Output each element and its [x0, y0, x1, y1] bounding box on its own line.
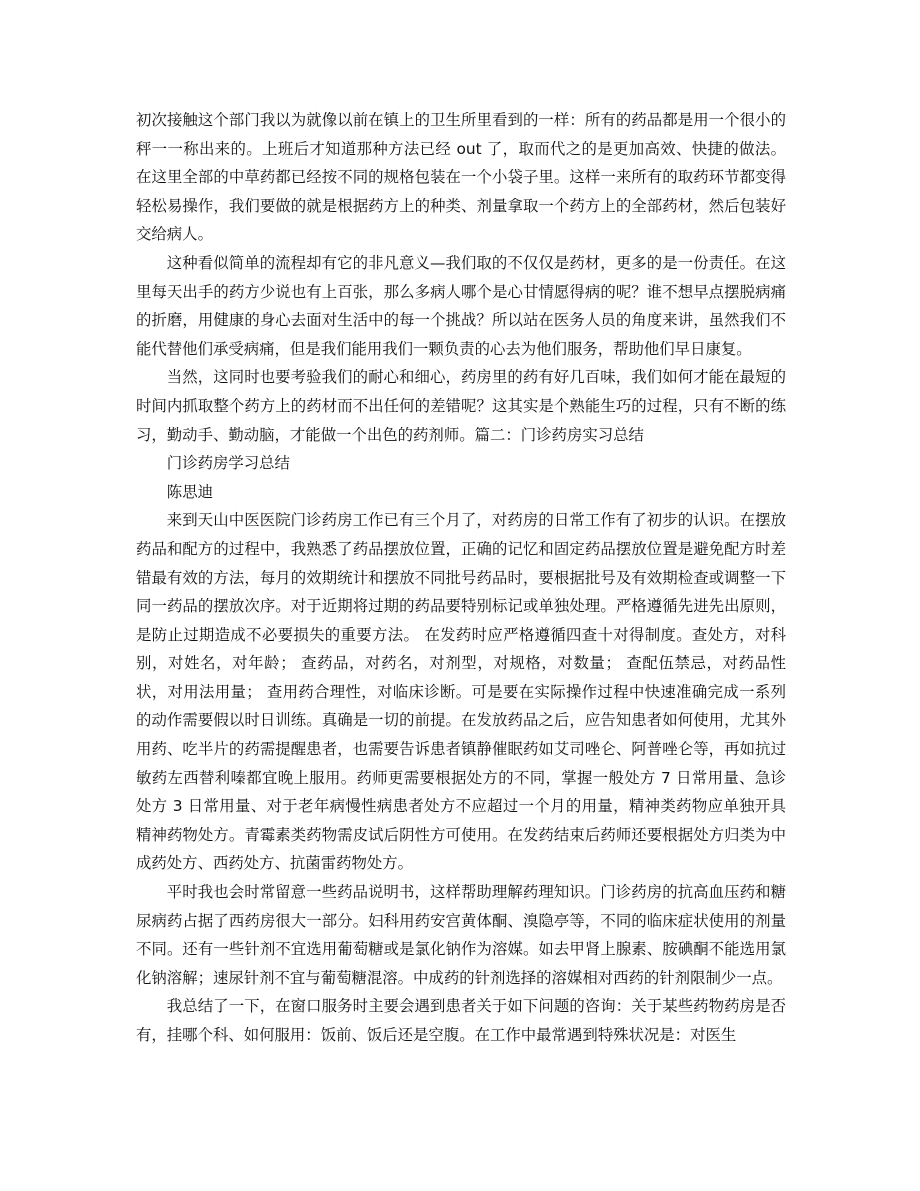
paragraph-2: 这种看似简单的流程却有它的非凡意义—我们取的不仅仅是药材，更多的是一份责任。在这里每天出手的药方少说也有上百张，那么多病人哪个是心甘情愿得病的呢？谁不想早点摆脱病痛的折磨，用健康的身心去面对生活中的每一个挑战？所以站在医务人员的角度来讲，虽然我们不能代替他们承受病痛，但是我们能用我们一颗负责的心去为他们服务，帮助他们早日康复。 — [136, 253, 786, 358]
section-title: 门诊药房学习总结 — [166, 454, 290, 473]
paragraph-6: 我总结了一下，在窗口服务时主要会遇到患者关于如下问题的咨询：关于某些药物药房是否有，挂哪个科、如何服用：饭前、饭后还是空腹。在工作中最常遇到特殊状况是：对医生 — [136, 997, 786, 1044]
paragraph-1: 初次接触这个部门我以为就像以前在镇上的卫生所里看到的一样：所有的药品都是用一个很小的秤一一称出来的。上班后才知道那种方法已经 out 了，取而代之的是更加高效、快捷的做法。在这里全部的中草药都已经按不同的规格包装在一个小袋子里。这样一来所有的取药环节都变得轻松易操作，我们要做的就是根据药方上的种类、剂量拿取一个药方上的全部药材，然后包装好交给病人。 — [136, 111, 786, 244]
document-page — [136, 106, 786, 1050]
paragraph-5: 平时我也会时常留意一些药品说明书，这样帮助理解药理知识。门诊药房的抗高血压药和糖尿病药占据了西药房很大一部分。妇科用药安宫黄体酮、溴隐亭等，不同的临床症状使用的剂量不同。还有一些针剂不宜选用葡萄糖或是氯化钠作为溶媒。如去甲肾上腺素、胺碘酮不能选用氯化钠溶解；速尿针剂不宜与葡萄糖混溶。中成药的针剂选择的溶媒相对西药的针剂限制少一点。 — [136, 883, 786, 987]
paragraph-4: 来到天山中医医院门诊药房工作已有三个月了，对药房的日常工作有了初步的认识。在摆放药品和配方的过程中，我熟悉了药品摆放位置，正确的记忆和固定药品摆放位置是避免配方时差错最有效的方法，每月的效期统计和摆放不同批号药品时，要根据批号及有效期检查或调整一下同一药品的摆放次序。对于近期将过期的药品要特别标记或单独处理。严格遵循先进先出原则，是防止过期造成不必要损失的重要方法。 在发药时应严格遵循四查十对得制度。查处方，对科别，对姓名，对年龄； 查药品，对药名，对剂型，对规格，对数量； 查配伍禁忌，对药品性状，对用法用量； 查用药合理性，对临床诊断。可是要在实际操作过程中快速准确完成一系列的动作需要假以时日训练。真确是一切的前提。在发放药品之后，应告知患者如何使用，尤其外用药、吃半片的药需提醒患者，也需要告诉患者镇静催眠药如艾司唑仑、阿普唑仑等，再如抗过敏药左西替利嗪都宜晚上服用。药师更需要根据处方的不同，掌握一般处方 7 日常用量、急诊处方 3 日常用量、对于老年病慢性病患者处方不应超过一个月的用量，精神类药物应单独开具精神药物处方。青霉素类药物需皮试后阴性方可使用。在发药结束后药师还要根据处方归类为中成药处方、西药处方、抗菌雷药物处方。 — [136, 511, 786, 873]
paragraph-3: 当然，这同时也要考验我们的耐心和细心，药房里的药有好几百味，我们如何才能在最短的时间内抓取整个药方上的药材而不出任何的差错呢？这其实是个熟能生巧的过程，只有不断的练习，勤动手、勤动脑，才能做一个出色的药剂师。篇二：门诊药房实习总结 — [136, 368, 786, 444]
author-name: 陈思迪 — [166, 482, 213, 501]
